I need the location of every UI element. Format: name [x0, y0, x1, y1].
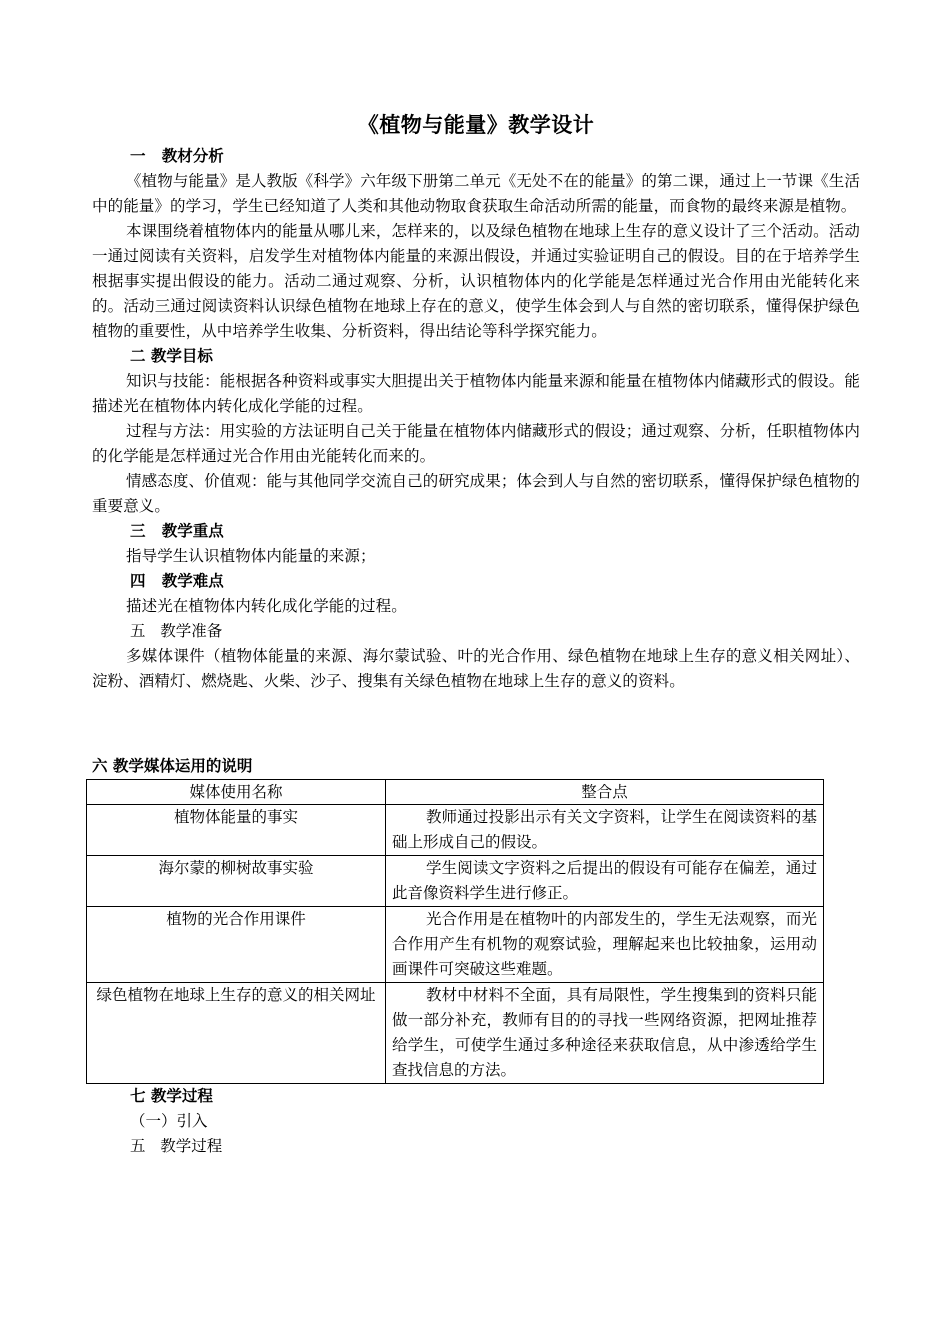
section-heading-media-usage: 六 教学媒体运用的说明 — [92, 757, 253, 775]
integration-point-cell: 光合作用是在植物叶的内部发生的，学生无法观察，而光合作用产生有机物的观察试验，理解起来也比较抽象，运用动画课件可突破这些难题。 — [386, 907, 824, 983]
section-heading-key-points: 三 教学重点 — [130, 522, 224, 540]
media-name-cell: 海尔蒙的柳树故事实验 — [87, 856, 386, 907]
document-title: 《植物与能量》教学设计 — [357, 113, 595, 137]
table-row — [87, 805, 824, 856]
media-usage-table — [86, 779, 824, 1084]
media-name-cell: 植物的光合作用课件 — [87, 907, 386, 983]
media-name-cell: 绿色植物在地球上生存的意义的相关网址 — [87, 983, 386, 1084]
document-page — [92, 108, 860, 1159]
table-header-row — [87, 780, 824, 805]
table-row — [87, 907, 824, 983]
paragraph: 多媒体课件（植物体能量的来源、海尔蒙试验、叶的光合作用、绿色植物在地球上生存的意义相关网址）、淀粉、酒精灯、燃烧匙、火柴、沙子、搜集有关绿色植物在地球上生存的意义的资料。 — [92, 647, 860, 690]
paragraph: 指导学生认识植物体内能量的来源； — [126, 547, 376, 565]
paragraph: 知识与技能：能根据各种资料或事实大胆提出关于植物体内能量来源和能量在植物体内储藏形式的假设。能描述光在植物体内转化成化学能的过程。 — [92, 372, 860, 415]
section-heading-difficulties: 四 教学难点 — [130, 572, 224, 590]
media-name-cell: 植物体能量的事实 — [87, 805, 386, 856]
table-header-cell: 整合点 — [386, 780, 824, 805]
section-heading-preparation: 五 教学准备 — [130, 622, 223, 640]
list-item: （一）引入 — [130, 1112, 208, 1130]
list-item: 五 教学过程 — [130, 1137, 223, 1155]
section-heading-teaching-goals: 二 教学目标 — [130, 347, 213, 365]
section-heading-material-analysis: 一 教材分析 — [130, 147, 224, 165]
paragraph: 描述光在植物体内转化成化学能的过程。 — [126, 597, 407, 615]
paragraph: 本课围绕着植物体内的能量从哪儿来，怎样来的，以及绿色植物在地球上生存的意义设计了三个活动。活动一通过阅读有关资料，启发学生对植物体内能量的来源出假设，并通过实验证明自己的假设。目的在于培养学生根据事实提出假设的能力。活动二通过观察、分析，认识植物体内的化学能是怎样通过光合作用由光能转化来的。活动三通过阅读资料认识绿色植物在地球上存在的意义，使学生体会到人与自然的密切联系，懂得保护绿色植物的重要性，从中培养学生收集、分析资料，得出结论等科学探究能力。 — [92, 222, 860, 340]
table-row — [87, 856, 824, 907]
table-header-cell: 媒体使用名称 — [87, 780, 386, 805]
integration-point-cell: 教师通过投影出示有关文字资料，让学生在阅读资料的基础上形成自己的假设。 — [386, 805, 824, 856]
table-row — [87, 983, 824, 1084]
integration-point-cell: 学生阅读文字资料之后提出的假设有可能存在偏差，通过此音像资料学生进行修正。 — [386, 856, 824, 907]
section-heading-teaching-process: 七 教学过程 — [130, 1087, 213, 1105]
paragraph: 过程与方法：用实验的方法证明自己关于能量在植物体内储藏形式的假设；通过观察、分析，任职植物体内的化学能是怎样通过光合作用由光能转化而来的。 — [92, 422, 860, 465]
paragraph: 《植物与能量》是人教版《科学》六年级下册第二单元《无处不在的能量》的第二课，通过上一节课《生活中的能量》的学习，学生已经知道了人类和其他动物取食获取生命活动所需的能量，而食物的最终来源是植物。 — [92, 172, 860, 215]
spacer — [92, 694, 860, 754]
paragraph: 情感态度、价值观：能与其他同学交流自己的研究成果；体会到人与自然的密切联系，懂得保护绿色植物的重要意义。 — [92, 472, 860, 515]
integration-point-cell: 教材中材料不全面，具有局限性，学生搜集到的资料只能做一部分补充，教师有目的的寻找一些网络资源，把网址推荐给学生，可使学生通过多种途径来获取信息，从中渗透给学生查找信息的方法。 — [386, 983, 824, 1084]
